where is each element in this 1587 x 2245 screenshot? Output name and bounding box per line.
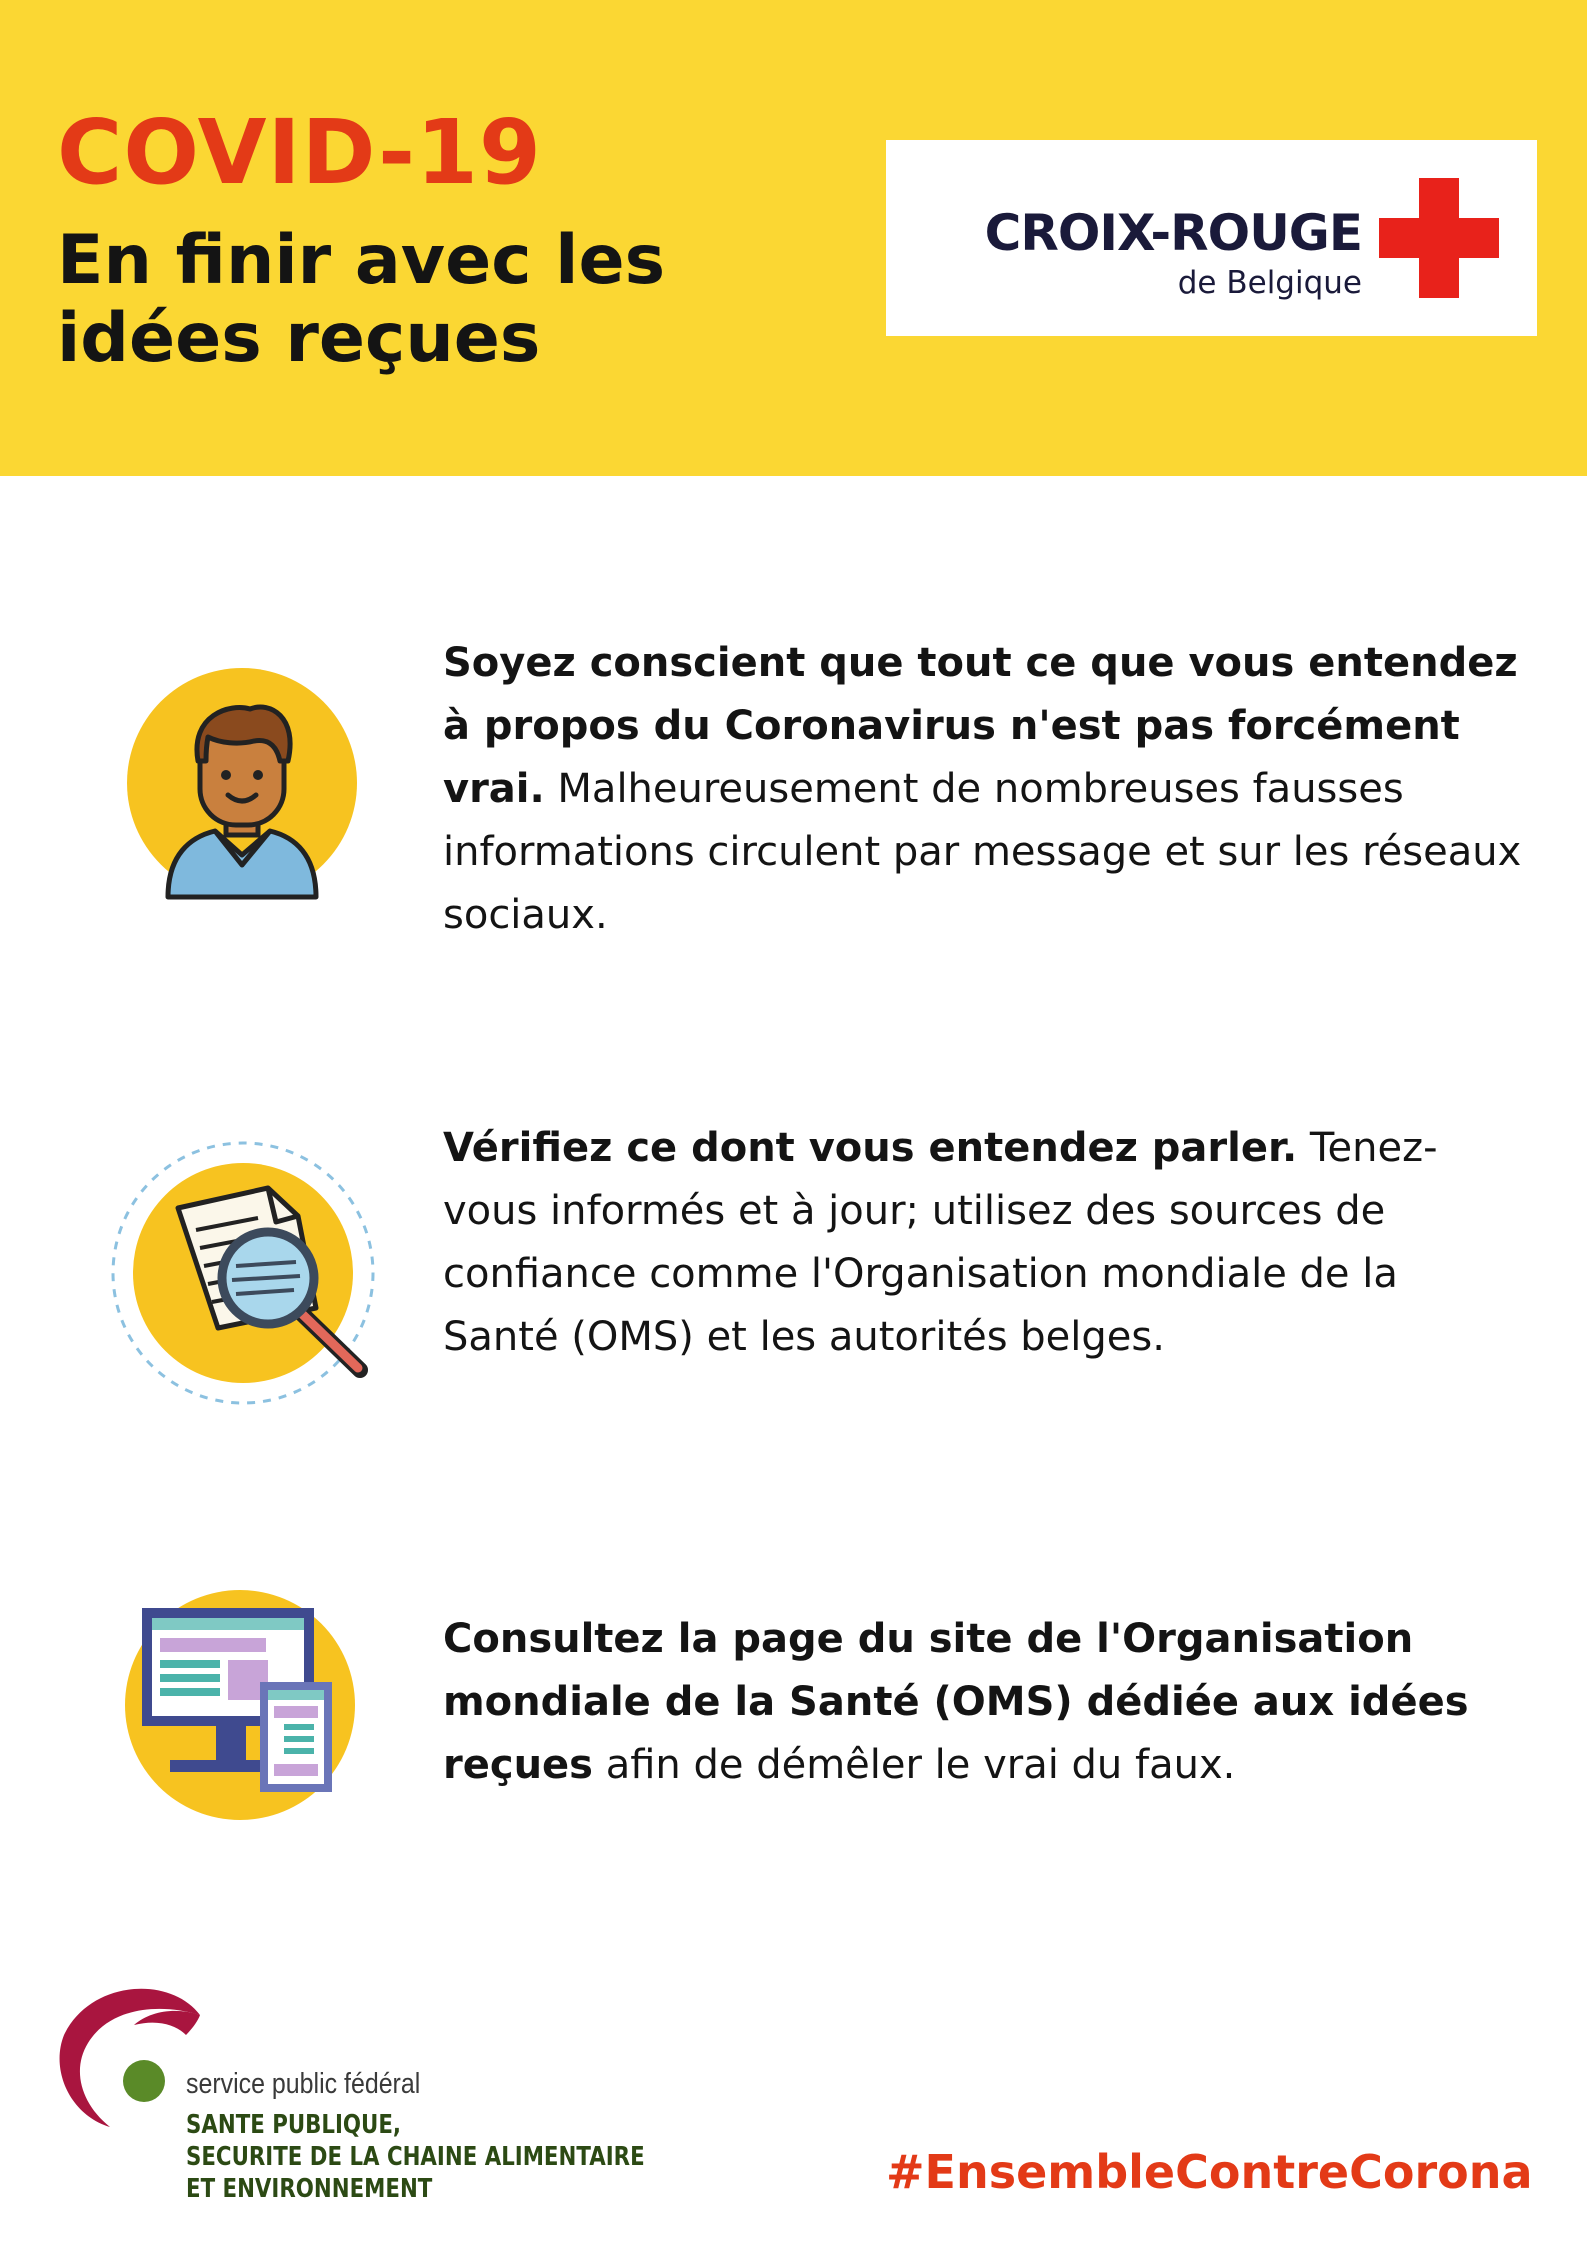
- spf-label: service public fédéral: [186, 2068, 421, 2100]
- croix-rouge-logo: [886, 140, 1537, 336]
- tip-2-bold: Vérifiez ce dont vous entendez parler.: [443, 1125, 1298, 1171]
- hashtag: #EnsembleContreCorona: [886, 2145, 1533, 2199]
- red-cross-icon: [1379, 178, 1499, 298]
- computer-website-icon: [120, 1590, 370, 1820]
- tip-2-body: Tenez-vous informés et à jour; utilisez des sources de confiance comme l'Organisation mondiale de la Santé (OMS) et les autorités belges.: [443, 1125, 1438, 1360]
- person-avatar-icon: [120, 665, 370, 915]
- covid-title: COVID-19: [57, 100, 542, 204]
- spf-line-2: SANTE PUBLIQUE,: [186, 2110, 402, 2140]
- logo-name: CROIX-ROUGE: [984, 204, 1362, 262]
- page-title: En finir avec les idées reçues: [57, 221, 666, 378]
- tip-text-2: [443, 1117, 1523, 1369]
- tip-3-body: afin de démêler le vrai du faux.: [592, 1742, 1236, 1788]
- tip-1-body: Malheureusement de nombreuses fausses informations circulent par message et sur les réseaux sociaux.: [443, 766, 1522, 938]
- tip-text-1: [443, 632, 1523, 947]
- header-banner: [0, 0, 1587, 476]
- logo-subtitle: de Belgique: [1177, 265, 1362, 301]
- spf-line-4: ET ENVIRONNEMENT: [186, 2174, 433, 2204]
- spf-line-3: SECURITE DE LA CHAINE ALIMENTAIRE: [186, 2142, 645, 2172]
- document-magnifier-icon: [108, 1138, 378, 1408]
- tip-text-3: [443, 1608, 1523, 1797]
- tip-1-bold: Soyez conscient que tout ce que vous entendez à propos du Coronavirus n'est pas forcément vrai.: [443, 640, 1518, 812]
- tip-3-bold: Consultez la page du site de l'Organisation mondiale de la Santé (OMS) dédiée aux idées reçues: [443, 1616, 1469, 1788]
